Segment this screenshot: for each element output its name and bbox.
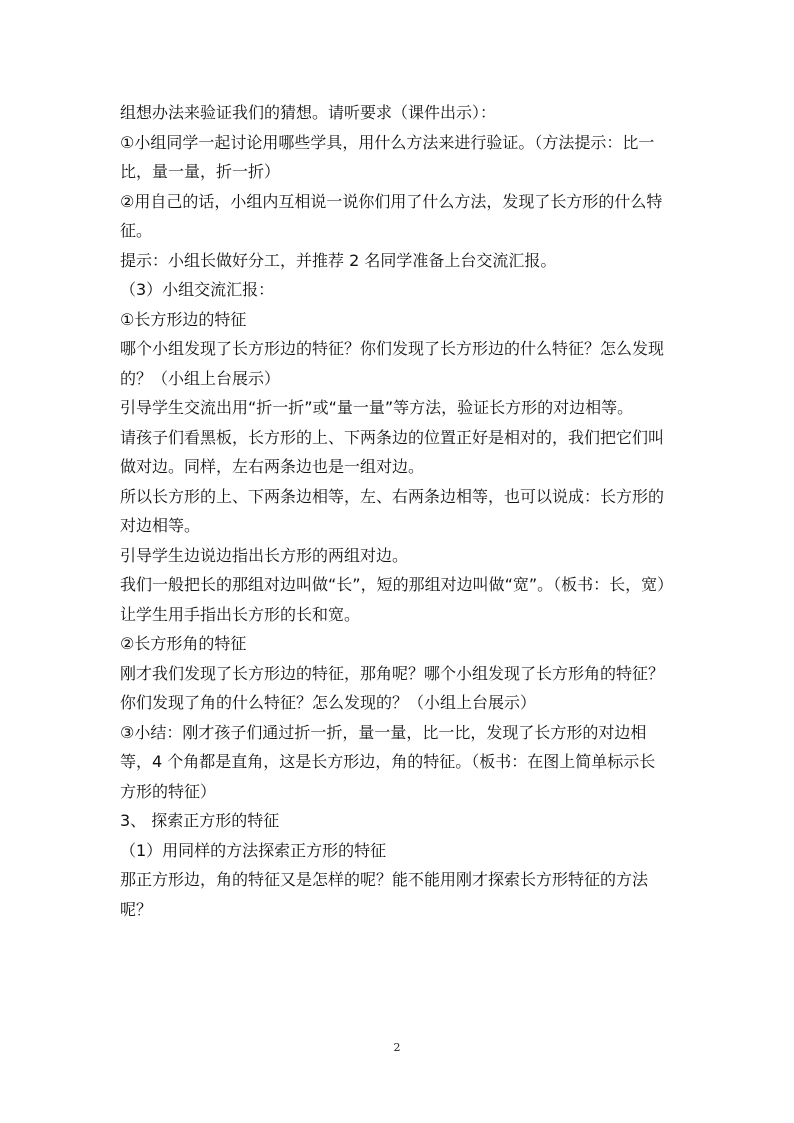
paragraph: ①小组同学一起讨论用哪些学具，用什么方法来进行验证。（方法提示：比一比，量一量，折一折） (120, 132, 655, 181)
paragraph: 请孩子们看黑板，长方形的上、下两条边的位置正好是相对的，我们把它们叫做对边。同样，左右两条边也是一组对边。 (120, 427, 665, 476)
page-number: 2 (393, 1041, 401, 1054)
paragraph: 引导学生交流出用“折一折”或“量一量”等方法，验证长方形的对边相等。 (120, 398, 634, 417)
paragraph: 让学生用手指出长方形的长和宽。 (120, 604, 361, 624)
paragraph: （1）用同样的方法探索正方形的特征 (120, 840, 387, 860)
paragraph: ③小结：刚才孩子们通过折一折，量一量，比一比，发现了长方形的对边相等，4 个角都是直角，这是长方形边，角的特征。（板书：在图上简单标示长方形的特征） (120, 722, 656, 801)
paragraph: 刚才我们发现了长方形边的特征，那角呢？哪个小组发现了长方形角的特征？你们发现了角的什么特征？怎么发现的？（小组上台展示） (120, 663, 665, 712)
paragraph: 那正方形边，角的特征又是怎样的呢？能不能用刚才探索长方形特征的方法呢？ (120, 870, 649, 919)
paragraph: 组想办法来验证我们的猜想。请听要求（课件出示）： (120, 103, 497, 122)
document-body (120, 98, 674, 924)
paragraph: 所以长方形的上、下两条边相等，左、右两条边相等，也可以说成：长方形的对边相等。 (120, 486, 665, 535)
paragraph: 3、 探索正方形的特征 (120, 811, 280, 830)
paragraph: ②长方形角的特征 (120, 634, 247, 653)
paragraph: （3）小组交流汇报： (120, 280, 275, 299)
paragraph: 提示：小组长做好分工，并推荐 2 名同学准备上台交流汇报。 (120, 250, 557, 270)
paragraph: 哪个小组发现了长方形边的特征？你们发现了长方形边的什么特征？怎么发现的？（小组上台展示） (120, 339, 665, 388)
paragraph: 我们一般把长的那组对边叫做“长”，短的那组对边叫做“宽”。（板书：长，宽） (120, 575, 674, 594)
paragraph: ②用自己的话，小组内互相说一说你们用了什么方法，发现了长方形的什么特征。 (120, 191, 663, 240)
paragraph: 引导学生边说边指出长方形的两组对边。 (120, 545, 409, 565)
paragraph: ①长方形边的特征 (120, 309, 247, 329)
